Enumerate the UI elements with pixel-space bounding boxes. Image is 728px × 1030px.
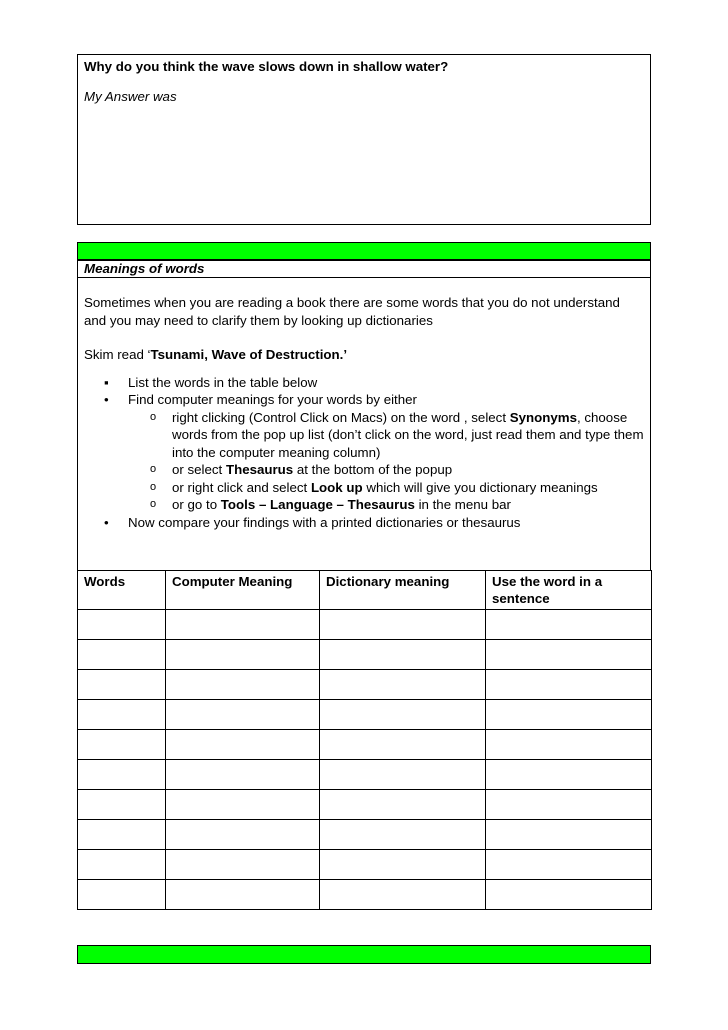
list-item: • Now compare your findings with a printed dictionaries or thesaurus (104, 514, 521, 530)
table-row (78, 790, 652, 820)
table-cell[interactable] (320, 670, 486, 700)
dot-bullet-icon: • (104, 392, 109, 407)
skim-read-line: Skim read ‘Tsunami, Wave of Destruction.’ (84, 347, 348, 362)
table-cell[interactable] (78, 820, 166, 850)
table-cell[interactable] (320, 850, 486, 880)
table-cell[interactable] (486, 700, 652, 730)
table-cell[interactable] (486, 610, 652, 640)
table-cell[interactable] (320, 640, 486, 670)
table-cell[interactable] (78, 850, 166, 880)
table-cell[interactable] (166, 610, 320, 640)
table-header-row (78, 571, 652, 610)
book-title: Tsunami, Wave of Destruction.’ (150, 347, 348, 362)
table-cell[interactable] (320, 880, 486, 910)
table-row (78, 760, 652, 790)
question-text: Why do you think the wave slows down in shallow water? (84, 59, 449, 74)
circle-bullet-icon: o (150, 410, 157, 423)
sub-list-item: o or select Thesaurus at the bottom of the popup (150, 462, 453, 477)
table-cell[interactable] (166, 700, 320, 730)
table-cell[interactable] (78, 760, 166, 790)
table-cell[interactable] (78, 790, 166, 820)
table-cell[interactable] (166, 880, 320, 910)
section-heading-box (77, 259, 651, 278)
circle-bullet-icon: o (150, 498, 157, 510)
table-row (78, 610, 652, 640)
table-cell[interactable] (486, 730, 652, 760)
table-cell[interactable] (486, 790, 652, 820)
header-use-in-sentence: Use the word in a sentence (486, 571, 652, 610)
table-cell[interactable] (486, 670, 652, 700)
dot-bullet-icon: • (104, 514, 109, 530)
circle-bullet-icon: o (150, 480, 157, 493)
header-computer-meaning: Computer Meaning (166, 571, 320, 610)
section-heading: Meanings of words (84, 261, 205, 276)
list-item: • Find computer meanings for your words by either o right clicking (Control Click on Macs) on the word , select Synonyms, choose words from the pop up list (don’t click on the word, just read them and type them into the computer meaning column) o or select Thesaurus at the bottom of the popup o or right click and select Look up which will give you dictionary meanings o or go to Tools – Language – Thesaurus in the menu bar (84, 391, 644, 514)
table-cell[interactable] (486, 850, 652, 880)
table-cell[interactable] (166, 760, 320, 790)
table-cell[interactable] (166, 790, 320, 820)
words-table (77, 570, 652, 910)
table-cell[interactable] (78, 700, 166, 730)
header-dictionary-meaning: Dictionary meaning (320, 571, 486, 610)
question-box (77, 54, 651, 225)
sub-list-item: o or right click and select Look up which will give you dictionary meanings (150, 479, 598, 495)
list-item: ▪ List the words in the table below (104, 374, 318, 390)
table-cell[interactable] (320, 730, 486, 760)
table-row (78, 850, 652, 880)
table-cell[interactable] (486, 880, 652, 910)
sub-list-item: o or go to Tools – Language – Thesaurus in the menu bar (150, 497, 511, 512)
table-body (78, 610, 652, 910)
table-cell[interactable] (320, 610, 486, 640)
circle-bullet-icon: o (150, 463, 157, 475)
table-cell[interactable] (78, 670, 166, 700)
table-cell[interactable] (320, 760, 486, 790)
answer-label: My Answer was (84, 89, 177, 104)
table-cell[interactable] (486, 820, 652, 850)
table-cell[interactable] (166, 730, 320, 760)
sub-list-item: o right clicking (Control Click on Macs) on the word , select Synonyms, choose words from the pop up list (don’t click on the word, just read them and type them into the computer meaning column) (150, 409, 644, 460)
table-row (78, 700, 652, 730)
square-bullet-icon: ▪ (104, 374, 109, 390)
table-row (78, 820, 652, 850)
instruction-list (84, 374, 644, 532)
table-cell[interactable] (78, 640, 166, 670)
green-divider-bottom (77, 945, 651, 964)
table-cell[interactable] (486, 760, 652, 790)
table-cell[interactable] (166, 820, 320, 850)
header-words: Words (78, 571, 166, 610)
instructions-box (77, 277, 651, 571)
table-cell[interactable] (78, 730, 166, 760)
table-cell[interactable] (166, 670, 320, 700)
table-cell[interactable] (486, 640, 652, 670)
table-row (78, 880, 652, 910)
table-cell[interactable] (166, 850, 320, 880)
table-cell[interactable] (78, 610, 166, 640)
table-cell[interactable] (320, 790, 486, 820)
table-cell[interactable] (320, 820, 486, 850)
table-row (78, 640, 652, 670)
table-cell[interactable] (320, 700, 486, 730)
table-cell[interactable] (78, 880, 166, 910)
table-row (78, 670, 652, 700)
table-row (78, 730, 652, 760)
sub-list (128, 409, 644, 514)
table-cell[interactable] (166, 640, 320, 670)
intro-paragraph: Sometimes when you are reading a book there are some words that you do not understand and you may need to clarify them by looking up dictionaries (84, 295, 620, 328)
